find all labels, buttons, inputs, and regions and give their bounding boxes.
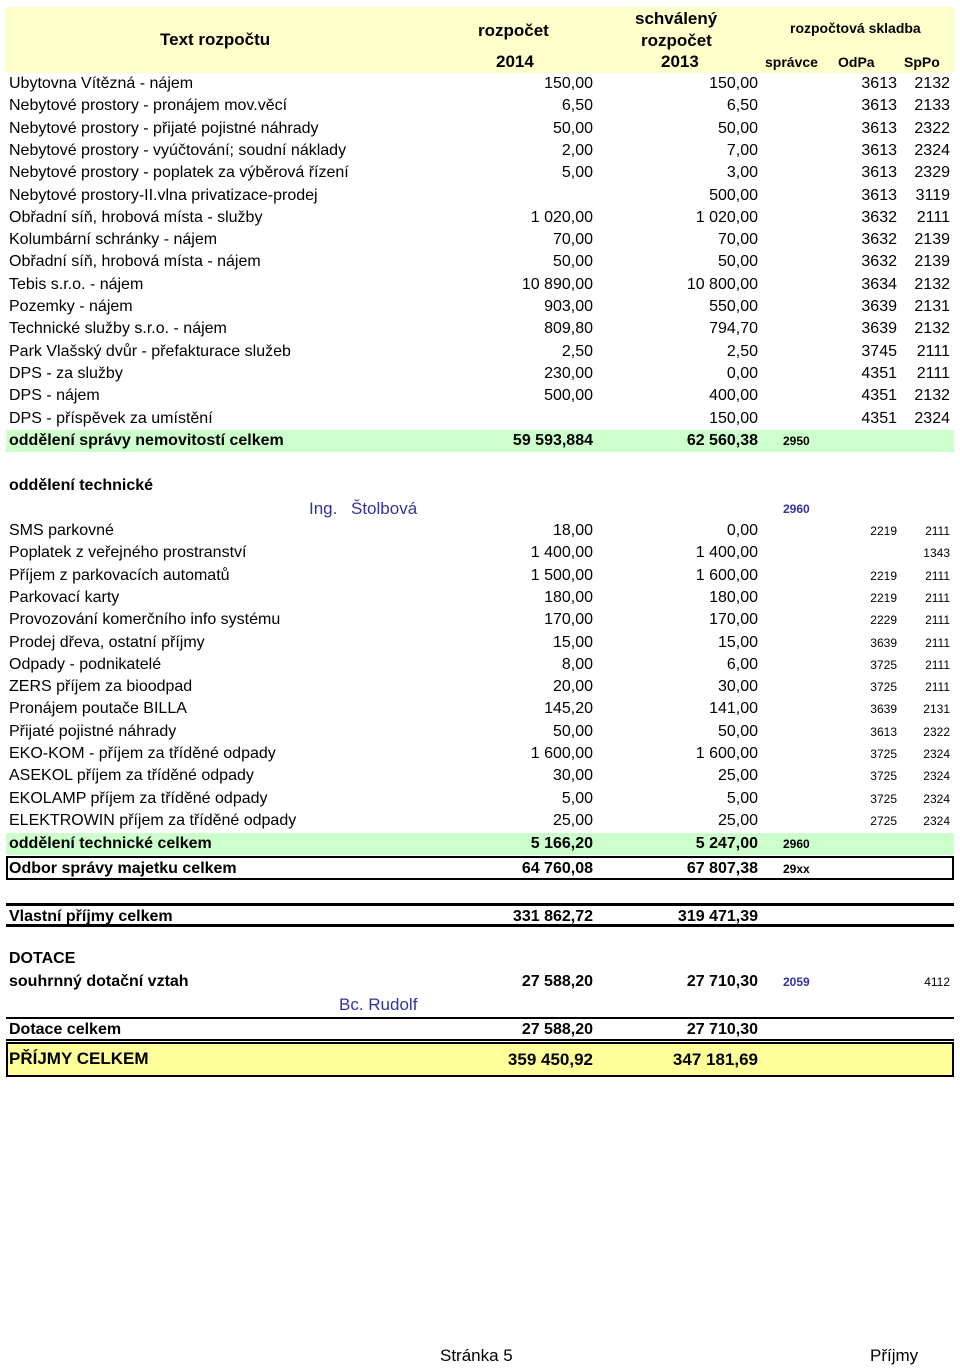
total-label: oddělení správy nemovitostí celkem — [9, 432, 284, 449]
row-odpa: 2219 — [870, 568, 897, 583]
total-row-odbor — [6, 856, 954, 880]
table-row — [6, 229, 954, 251]
row-2013: 1 400,00 — [695, 544, 758, 562]
row-2014: 20,00 — [552, 678, 593, 696]
row-label: Pronájem poutače BILLA — [9, 700, 187, 718]
row-2014: 2,50 — [561, 342, 593, 360]
row-2013: 15,00 — [717, 633, 758, 651]
row-odpa: 2229 — [870, 613, 897, 628]
row-odpa: 4351 — [861, 387, 897, 405]
row-2013: 7,00 — [726, 141, 758, 159]
row-2014: 50,00 — [552, 253, 593, 271]
row-2013: 141,00 — [709, 700, 758, 718]
row-label: Přijaté pojistné náhrady — [9, 722, 177, 740]
row-odpa: 3632 — [861, 231, 897, 249]
row-2013: 50,00 — [717, 253, 758, 271]
row-2013: 50,00 — [717, 722, 758, 740]
dotace-spo: 4112 — [924, 975, 950, 989]
row-spo: 2132 — [914, 387, 950, 405]
row-label: ZERS příjem za bioodpad — [9, 678, 193, 696]
row-spo: 2111 — [925, 568, 950, 583]
row-odpa: 3745 — [861, 342, 897, 360]
row-2013: 0,00 — [726, 522, 758, 539]
row-2013: 1 600,00 — [695, 566, 758, 584]
row-spo: 2132 — [914, 320, 950, 338]
row-odpa: 3613 — [861, 186, 897, 204]
table-row — [6, 676, 954, 698]
dotace-total-2013: 27 710,30 — [686, 1021, 758, 1038]
own-label: Vlastní příjmy celkem — [9, 908, 173, 925]
row-2013: 6,00 — [726, 655, 758, 673]
row-2014: 150,00 — [544, 75, 593, 92]
table-row — [6, 632, 954, 654]
table-row — [6, 185, 954, 207]
row-spo: 2111 — [916, 342, 950, 360]
row-spo: 2329 — [914, 164, 950, 182]
row-spo: 2111 — [925, 524, 950, 538]
row-label: DPS - za služby — [9, 364, 123, 382]
header-year-2014: 2014 — [496, 52, 534, 71]
row-2014: 145,20 — [544, 700, 593, 718]
row-label: ELEKTROWIN příjem za tříděné odpady — [9, 811, 297, 829]
own-2014: 331 862,72 — [512, 908, 593, 925]
row-2014: 50,00 — [552, 119, 593, 137]
grand-2013: 347 181,69 — [672, 1050, 758, 1069]
own-2013: 319 471,39 — [677, 908, 758, 925]
row-label: Parkovací karty — [9, 588, 120, 606]
row-label: EKOLAMP příjem za tříděné odpady — [9, 789, 268, 807]
table-row — [6, 118, 954, 140]
row-2014: 15,00 — [552, 633, 593, 651]
total-2013: 67 807,38 — [686, 860, 758, 877]
table-row — [6, 274, 954, 296]
row-label: Prodej dřeva, ostatní příjmy — [9, 633, 205, 651]
row-spo: 2111 — [925, 613, 950, 628]
row-2013: 150,00 — [709, 75, 758, 92]
row-label: Nebytové prostory-II.vlna privatizace-prodej — [9, 186, 318, 204]
row-spo: 2111 — [925, 590, 950, 605]
person-title: Ing. — [309, 499, 338, 518]
row-label: Kolumbární schránky - nájem — [9, 231, 218, 249]
row-spo: 2131 — [914, 298, 950, 315]
row-2014: 170,00 — [544, 611, 593, 629]
total-spravce: 2960 — [783, 837, 810, 851]
table-row — [6, 810, 954, 832]
dotace-2014: 27 588,20 — [521, 973, 593, 990]
row-odpa: 3613 — [861, 141, 897, 159]
row-2013: 180,00 — [709, 588, 758, 606]
row-2013: 1 600,00 — [695, 745, 758, 762]
row-2013: 400,00 — [709, 387, 758, 405]
row-odpa: 4351 — [861, 409, 897, 427]
row-spo: 2111 — [925, 680, 950, 695]
row-spo: 2133 — [914, 97, 950, 115]
row-odpa: 4351 — [861, 364, 897, 382]
row-odpa: 3613 — [861, 164, 897, 182]
row-2013: 50,00 — [717, 119, 758, 137]
row-odpa: 3632 — [861, 208, 897, 226]
table-row — [6, 140, 954, 162]
row-label: EKO-KOM - příjem za tříděné odpady — [9, 745, 276, 762]
dotace-spravce: 2059 — [783, 975, 810, 989]
row-label: Poplatek z veřejného prostranství — [9, 544, 247, 562]
table-row — [6, 698, 954, 720]
row-spo: 2324 — [923, 769, 950, 784]
table-row — [6, 207, 954, 229]
row-spo: 2322 — [923, 724, 950, 739]
row-odpa: 2219 — [870, 524, 897, 538]
row-odpa: 3613 — [870, 724, 897, 739]
table-row — [6, 587, 954, 609]
table-row — [6, 520, 954, 542]
row-2013: 150,00 — [709, 409, 758, 427]
dotace-total-2014: 27 588,20 — [521, 1021, 593, 1038]
dotace-total-label: Dotace celkem — [9, 1021, 122, 1038]
row-2013: 1 020,00 — [695, 208, 758, 226]
row-label: SMS parkovné — [9, 522, 114, 539]
row-2014: 18,00 — [552, 522, 593, 539]
total-spravce: 2950 — [783, 434, 810, 448]
row-2014: 5,00 — [561, 789, 593, 807]
total-2014: 64 760,08 — [521, 860, 593, 877]
dotace-2013: 27 710,30 — [686, 973, 758, 990]
table-row — [6, 408, 954, 430]
row-2013: 70,00 — [717, 231, 758, 249]
row-spo: 2324 — [923, 791, 950, 806]
row-spo: 2322 — [914, 119, 950, 137]
row-label: Nebytové prostory - přijaté pojistné náhrady — [9, 119, 319, 137]
row-2013: 25,00 — [717, 811, 758, 829]
footer-section: Příjmy — [870, 1346, 919, 1365]
header-year-2013: 2013 — [661, 52, 699, 71]
row-2013: 5,00 — [726, 789, 758, 807]
row-odpa: 3634 — [861, 275, 897, 293]
total-row-technicke — [6, 833, 954, 855]
row-2013: 3,00 — [726, 164, 758, 182]
row-2014: 70,00 — [552, 231, 593, 249]
table-row — [6, 251, 954, 273]
row-spo: 2324 — [914, 409, 950, 427]
row-2014: 1 500,00 — [530, 566, 593, 584]
total-spravce: 29xx — [783, 862, 810, 876]
row-spo: 2111 — [916, 208, 950, 226]
row-spo: 2324 — [914, 141, 950, 159]
row-2014: 500,00 — [544, 387, 593, 405]
row-2014: 5,00 — [561, 164, 593, 182]
row-2014: 903,00 — [544, 298, 593, 315]
header-spo: SpPo — [904, 54, 940, 70]
row-odpa: 3725 — [870, 769, 897, 784]
row-label: Provozování komerčního info systému — [9, 611, 281, 629]
table-row — [6, 609, 954, 631]
row-2014: 6,50 — [561, 97, 593, 115]
section-title-technicke: oddělení technické — [9, 477, 154, 494]
row-odpa: 3613 — [861, 97, 897, 115]
row-label: DPS - nájem — [9, 387, 100, 405]
row-label: Obřadní síň, hrobová místa - služby — [9, 208, 263, 226]
row-2014: 10 890,00 — [521, 275, 593, 293]
row-2013: 794,70 — [709, 320, 758, 338]
grand-total-row — [6, 1042, 954, 1077]
row-2013: 2,50 — [726, 342, 758, 360]
row-label: Tebis s.r.o. - nájem — [9, 275, 144, 293]
table-row — [6, 721, 954, 743]
total-2013: 5 247,00 — [695, 835, 758, 852]
row-2014: 180,00 — [544, 588, 593, 606]
row-2014: 25,00 — [552, 811, 593, 829]
row-label: Odpady - podnikatelé — [9, 655, 162, 673]
header-schvaleny: schválený — [635, 9, 718, 28]
row-odpa: 3639 — [861, 298, 897, 315]
row-2014: 30,00 — [552, 767, 593, 785]
row-odpa: 3725 — [870, 791, 897, 806]
header-skladba: rozpočtová skladba — [790, 20, 921, 36]
table-row — [6, 788, 954, 810]
table-header — [6, 7, 954, 73]
row-odpa: 3725 — [870, 657, 897, 672]
row-2014: 1 400,00 — [530, 544, 593, 562]
table-row — [6, 95, 954, 117]
row-label: DPS - příspěvek za umístění — [9, 409, 213, 427]
table-row — [6, 385, 954, 407]
row-odpa: 3639 — [870, 635, 897, 650]
row-odpa: 3639 — [861, 320, 897, 338]
row-label: Obřadní síň, hrobová místa - nájem — [9, 253, 261, 271]
row-2013: 6,50 — [726, 97, 758, 115]
header-rozpocet: rozpočet — [478, 21, 549, 40]
dotace-total-row — [6, 1017, 954, 1041]
row-spo: 2132 — [914, 75, 950, 92]
grand-label: PŘÍJMY CELKEM — [9, 1049, 149, 1068]
header-spravce: správce — [765, 54, 818, 70]
row-2013: 550,00 — [709, 298, 758, 315]
row-odpa: 2725 — [870, 813, 897, 828]
row-2014: 230,00 — [544, 364, 593, 382]
total-2013: 62 560,38 — [686, 432, 758, 449]
dotace-person: Bc. Rudolf — [339, 995, 418, 1014]
person-name: Štolbová — [351, 499, 418, 518]
grand-2014: 359 450,92 — [507, 1050, 593, 1069]
row-odpa: 3725 — [870, 680, 897, 695]
row-odpa: 3613 — [861, 75, 897, 92]
header-odpa: OdPa — [838, 54, 875, 70]
row-label: Příjem z parkovacích automatů — [9, 566, 230, 584]
table-row — [6, 654, 954, 676]
row-spo: 2132 — [914, 275, 950, 293]
header-text-col: Text rozpočtu — [160, 30, 271, 49]
header-rozpocet-2: rozpočet — [641, 31, 712, 50]
row-odpa: 3632 — [861, 253, 897, 271]
row-2013: 0,00 — [726, 364, 758, 382]
row-label: Pozemky - nájem — [9, 298, 133, 315]
dotace-row — [6, 971, 954, 993]
total-label: Odbor správy majetku celkem — [9, 860, 237, 877]
table-row — [6, 296, 954, 318]
own-income-row — [6, 903, 954, 927]
row-2013: 10 800,00 — [686, 275, 758, 293]
row-spo: 3119 — [915, 186, 950, 204]
row-2013: 30,00 — [717, 678, 758, 696]
row-label: Park Vlašský dvůr - přefakturace služeb — [9, 342, 291, 360]
row-2014: 1 020,00 — [530, 208, 593, 226]
row-label: Nebytové prostory - pronájem mov.věcí — [9, 97, 288, 115]
section-code: 2960 — [783, 502, 810, 516]
row-2014: 809,80 — [544, 320, 593, 338]
row-odpa: 3613 — [861, 119, 897, 137]
footer-page: Stránka 5 — [440, 1346, 513, 1365]
row-2014: 50,00 — [552, 722, 593, 740]
row-spo: 1343 — [923, 546, 950, 561]
total-row-nemovitosti — [6, 430, 954, 452]
table-row — [6, 765, 954, 787]
table-row — [6, 565, 954, 587]
row-spo: 2139 — [914, 253, 950, 271]
dotace-title: DOTACE — [9, 950, 76, 967]
row-spo: 2111 — [925, 657, 950, 672]
row-odpa: 2219 — [870, 590, 897, 605]
row-spo: 2131 — [923, 702, 950, 717]
dotace-label: souhrnný dotační vztah — [9, 973, 189, 990]
row-2013: 25,00 — [717, 767, 758, 785]
row-2014: 1 600,00 — [530, 745, 593, 762]
row-2013: 170,00 — [709, 611, 758, 629]
row-label: Nebytové prostory - vyúčtování; soudní náklady — [9, 141, 347, 159]
table-row — [6, 363, 954, 385]
row-label: Ubytovna Vítězná - nájem — [9, 75, 194, 92]
row-2014: 8,00 — [561, 655, 593, 673]
table-row — [6, 743, 954, 765]
row-2013: 500,00 — [709, 186, 758, 204]
row-spo: 2111 — [925, 635, 950, 650]
row-odpa: 3639 — [870, 702, 897, 717]
table-row — [6, 73, 954, 95]
table-row — [6, 341, 954, 363]
row-spo: 2324 — [923, 747, 950, 761]
row-spo: 2111 — [916, 364, 950, 382]
total-2014: 59 593,884 — [512, 432, 593, 449]
row-label: Nebytové prostory - poplatek za výběrová řízení — [9, 164, 349, 182]
table-row — [6, 542, 954, 564]
row-2014: 2,00 — [561, 141, 593, 159]
total-2014: 5 166,20 — [530, 835, 593, 852]
row-odpa: 3725 — [870, 747, 897, 761]
total-label: oddělení technické celkem — [9, 835, 212, 852]
table-row — [6, 162, 954, 184]
row-spo: 2139 — [914, 231, 950, 249]
row-label: ASEKOL příjem za tříděné odpady — [9, 767, 254, 785]
row-label: Technické služby s.r.o. - nájem — [9, 320, 227, 338]
row-spo: 2324 — [923, 813, 950, 828]
table-row — [6, 318, 954, 340]
